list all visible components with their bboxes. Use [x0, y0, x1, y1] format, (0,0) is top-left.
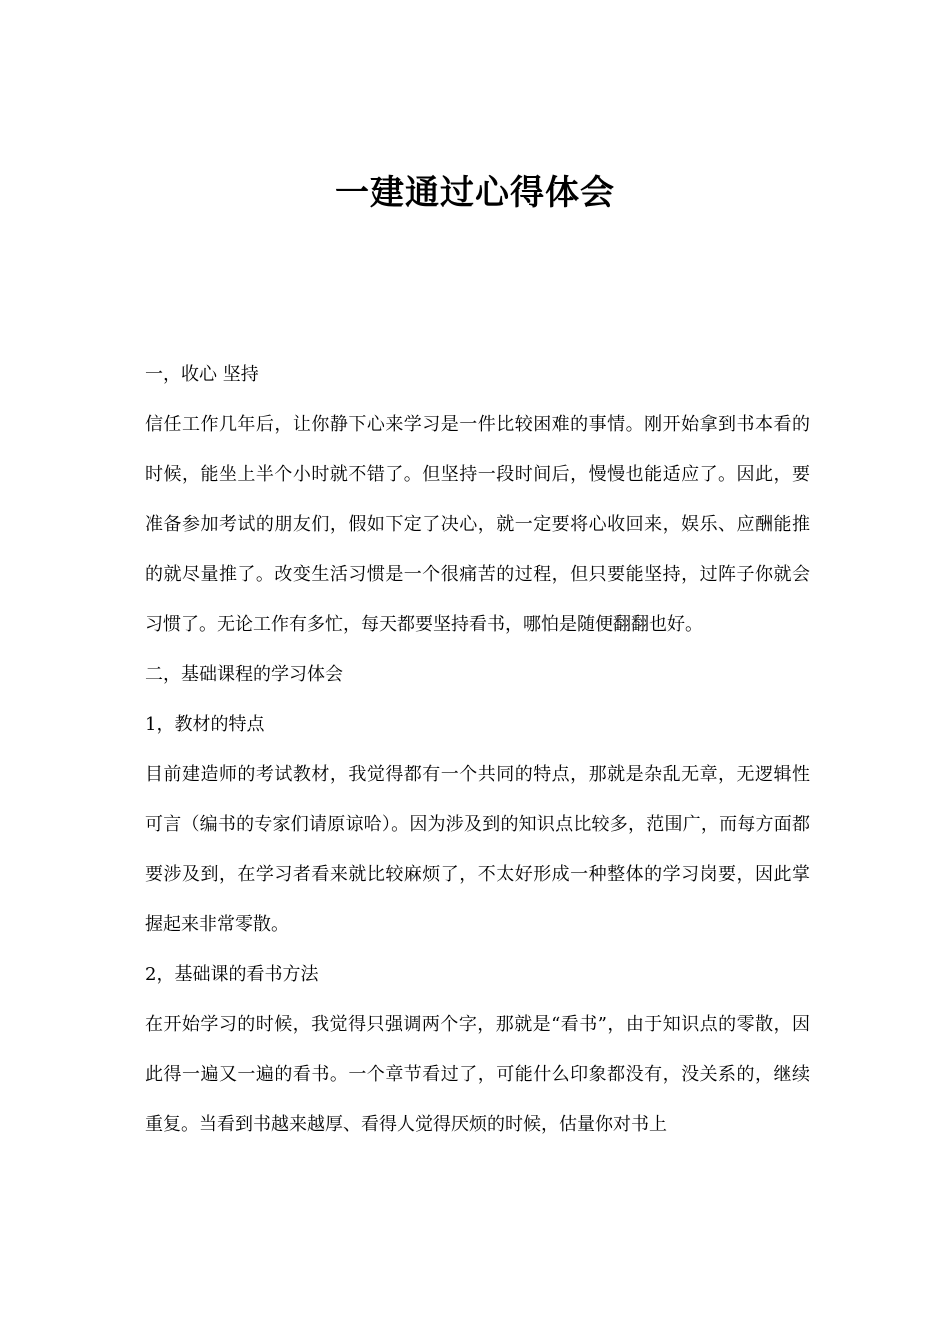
document-title: 一建通过心得体会	[335, 172, 615, 213]
document-body	[145, 350, 810, 1150]
subsection-heading-2: 2，基础课的看书方法	[145, 964, 319, 985]
subsection-heading-1: 1，教材的特点	[145, 714, 265, 735]
section-heading-1: 一，收心 坚持	[145, 364, 259, 385]
body-paragraph-3: 在开始学习的时候，我觉得只强调两个字，那就是“看书”，由于知识点的零散，因此得一遍又一遍的看书。一个章节看过了，可能什么印象都没有，没关系的，继续重复。当看到书越来越厚、看得人觉得厌烦的时候，估量你对书上	[145, 1014, 810, 1135]
body-paragraph-1: 信任工作几年后，让你静下心来学习是一件比较困难的事情。刚开始拿到书本看的时候，能坐上半个小时就不错了。但坚持一段时间后，慢慢也能适应了。因此，要准备参加考试的朋友们，假如下定了决心，就一定要将心收回来，娱乐、应酬能推的就尽量推了。改变生活习惯是一个很痛苦的过程，但只要能坚持，过阵子你就会习惯了。无论工作有多忙，每天都要坚持看书，哪怕是随便翻翻也好。	[145, 414, 810, 635]
body-paragraph-2: 目前建造师的考试教材，我觉得都有一个共同的特点，那就是杂乱无章，无逻辑性可言（编书的专家们请原谅哈）。因为涉及到的知识点比较多，范围广，而每方面都要涉及到，在学习者看来就比较麻烦了，不太好形成一种整体的学习岗要，因此掌握起来非常零散。	[145, 764, 810, 935]
section-heading-2: 二，基础课程的学习体会	[145, 664, 343, 685]
